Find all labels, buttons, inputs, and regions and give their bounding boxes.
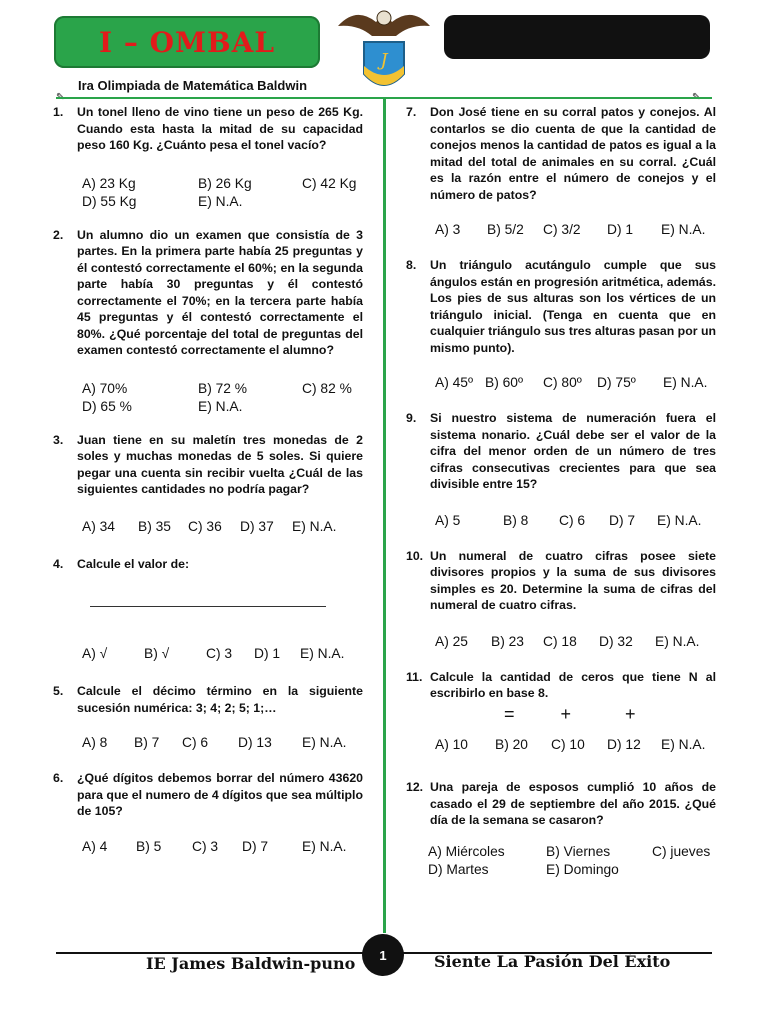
question-text: Calcule el valor de: [77,556,190,571]
left-column [53,104,363,856]
option[interactable]: A) 4 [82,838,108,854]
option[interactable]: E) N.A. [198,398,243,414]
option[interactable]: B) 23 [491,633,524,649]
question-text: Un alumno dio un examen que consistía de 3 partes. En la primera parte había 25 preguntas y él contestó correctamente el 60%; en la segunda parte había 30 preguntas y él contestó correctamente el 70%; en la tercera parte había 45 preguntas y él contestó correctamente el 80%. ¿Qué porcentaje del total de preguntas del examen contestó correctamente el alumno? [77,227,363,357]
svg-text:J: J [380,50,388,71]
option[interactable]: C) 6 [559,512,586,528]
question-text: Calcule la cantidad de ceros que tiene N al escribirlo en base 8. [430,669,716,700]
option[interactable]: E) N.A. [292,518,337,534]
option[interactable]: B) 5/2 [487,222,524,237]
answer-options [82,380,363,416]
question-text: Si nuestro sistema de numeración fuera el sistema nonario. ¿Cuál debe ser el valor de la cifra del menor orden de un número de tres cifras consecutivas crecientes para que sea divisible entre 15? [430,411,716,491]
option[interactable]: C) 82 % [302,380,352,396]
option[interactable]: E) N.A. [657,512,702,528]
option[interactable]: D) Martes [428,861,489,877]
option[interactable]: E) N.A. [661,222,706,237]
option[interactable]: C) 42 Kg [302,175,357,191]
equation [504,703,716,724]
option[interactable]: A) 10 [435,737,468,752]
question-number: 2. [53,227,64,242]
question-text: Un tonel lleno de vino tiene un peso de 265 Kg. Cuando esta hasta la mitad de su capacidad peso 160 Kg. ¿Cuánto pesa el tonel vacío? [77,105,363,152]
option[interactable]: E) N.A. [198,193,243,209]
option[interactable]: D) 37 [240,518,274,534]
option[interactable]: E) N.A. [302,838,347,854]
question-1 [53,104,363,154]
answer-options [428,843,716,879]
plus-sign: + [560,703,572,724]
question-text: Un numeral de cuatro cifras posee siete divisores propios y la suma de sus divisores simples es 20. Determine la suma de cifras del numeral de cuatro cifras. [430,548,716,612]
option[interactable]: B) 72 % [198,380,248,396]
answer-options [435,374,716,392]
option[interactable]: E) Domingo [546,861,619,877]
question-8 [406,257,716,356]
question-number: 6. [53,771,64,785]
option[interactable]: B) 26 Kg [198,175,252,191]
option[interactable]: D) 75º [597,375,636,390]
question-6 [53,770,363,820]
option[interactable]: A) 25 [435,633,468,649]
question-11 [406,669,716,702]
option[interactable]: A) Miércoles [428,843,505,859]
option[interactable]: E) N.A. [661,737,706,752]
black-label-box [444,15,710,59]
question-12 [406,779,716,829]
question-7 [406,104,716,203]
footer-school-name: IE James Baldwin-puno [146,954,356,973]
question-text: Un triángulo acutángulo cumple que sus ángulos están en progresión aritmética, además. Los pies de sus alturas son los vértices de un triángulo inicial. (Tenga en cuenta que en cualquier triángulo sus tres alturas pasan por un mismo punto). [430,258,716,355]
option[interactable]: C) 3/2 [543,222,581,237]
page-subtitle: Ira Olimpiada de Matemática Baldwin [78,78,308,93]
answer-options [435,512,716,530]
option[interactable]: B) 7 [134,735,160,750]
question-text: Juan tiene en su maletín tres monedas de 2 soles y muchas monedas de 5 soles. Si quiere pegar una cuenta sin recibir vuelta ¿Cuál de las siguientes cantidades no podría pagar? [77,432,363,496]
question-3 [53,432,363,498]
plus-sign: + [625,703,636,724]
answer-options [82,645,363,663]
answer-options [435,633,716,651]
question-number: 11. [406,669,423,684]
question-2 [53,227,363,359]
option[interactable]: B) 8 [503,512,529,528]
question-number: 8. [406,258,417,272]
fraction-bar [90,606,326,607]
question-text: Calcule el décimo término en la siguiente sucesión numérica: 3; 4; 2; 5; 1;… [77,684,363,715]
question-10 [406,548,716,614]
option[interactable]: B) Viernes [546,843,611,859]
answer-options [82,518,363,536]
question-9 [406,410,716,493]
option[interactable]: D) 55 Kg [82,193,137,209]
option[interactable]: D) 7 [609,512,636,528]
option[interactable]: C) 18 [543,633,577,649]
option[interactable]: A) 23 Kg [82,175,136,191]
option[interactable]: E) N.A. [300,646,345,661]
question-number: 5. [53,684,64,698]
question-number: 3. [53,432,64,447]
option[interactable]: C) 3 [192,838,219,854]
option[interactable]: D) 32 [599,633,633,649]
question-text: ¿Qué dígitos debemos borrar del número 43620 para que el numero de 4 dígitos que sea múltiplo de 105? [77,771,363,818]
question-number: 7. [406,105,417,119]
answer-options [82,175,363,211]
option[interactable]: C) 80º [543,375,582,390]
option[interactable]: D) 13 [238,735,272,750]
banner-title: I – OMBAL [98,25,276,59]
option[interactable]: A) 70% [82,380,128,396]
option[interactable]: D) 12 [607,737,641,752]
option[interactable]: D) 1 [254,646,281,661]
answer-options [435,736,716,754]
answer-options [82,734,363,752]
option[interactable]: A) 45º [435,375,474,390]
option[interactable]: E) N.A. [655,633,700,649]
option[interactable]: B) 20 [495,737,528,752]
question-number: 1. [53,105,64,119]
pencil-icon: ✎ [56,92,65,103]
option[interactable]: B) 5 [136,838,162,854]
pencil-icon: ✎ [692,92,701,103]
option[interactable]: E) N.A. [663,375,708,390]
option[interactable]: C) 10 [551,737,585,752]
option[interactable]: B) 35 [138,518,171,534]
title-banner [54,16,320,68]
option[interactable]: C) jueves [652,843,711,859]
option[interactable]: A) 5 [435,512,461,528]
option[interactable]: C) 6 [182,735,209,750]
option[interactable]: D) 7 [242,838,269,854]
question-4 [53,556,363,573]
option[interactable]: D) 65 % [82,398,132,414]
column-divider [383,97,386,933]
equals-sign: = [504,703,515,724]
question-number: 4. [53,556,64,571]
option[interactable]: A) √ [82,646,108,661]
question-text: Don José tiene en su corral patos y conejos. Al contarlos se dio cuenta de que la cantidad de conejos menos la cantidad de patos es igual a la mitad del total de animales en su corral. ¿Cuál es la razón entre el número de conejos y el número de patos? [430,105,716,202]
right-column [406,104,716,879]
school-crest-logo [336,4,432,100]
option[interactable]: B) √ [144,646,170,661]
question-text: Una pareja de esposos cumplió 10 años de casado el 29 de septiembre del año 2015. ¿Qué día de la semana se casaron? [430,780,716,827]
option[interactable]: C) 36 [188,518,222,534]
option[interactable]: E) N.A. [302,735,347,750]
option[interactable]: C) 3 [206,646,233,661]
option[interactable]: B) 60º [485,375,524,390]
option[interactable]: D) 1 [607,222,634,237]
question-number: 9. [406,411,417,425]
answer-options [435,221,716,239]
question-5 [53,683,363,716]
option[interactable]: A) 8 [82,735,108,750]
question-number: 10. [406,548,424,563]
option[interactable]: A) 34 [82,518,115,534]
question-number: 12. [406,780,424,794]
page-number: 1 [362,934,404,976]
footer-slogan: Siente La Pasión Del Éxito [434,952,671,971]
option[interactable]: A) 3 [435,222,461,237]
answer-options [82,838,363,856]
